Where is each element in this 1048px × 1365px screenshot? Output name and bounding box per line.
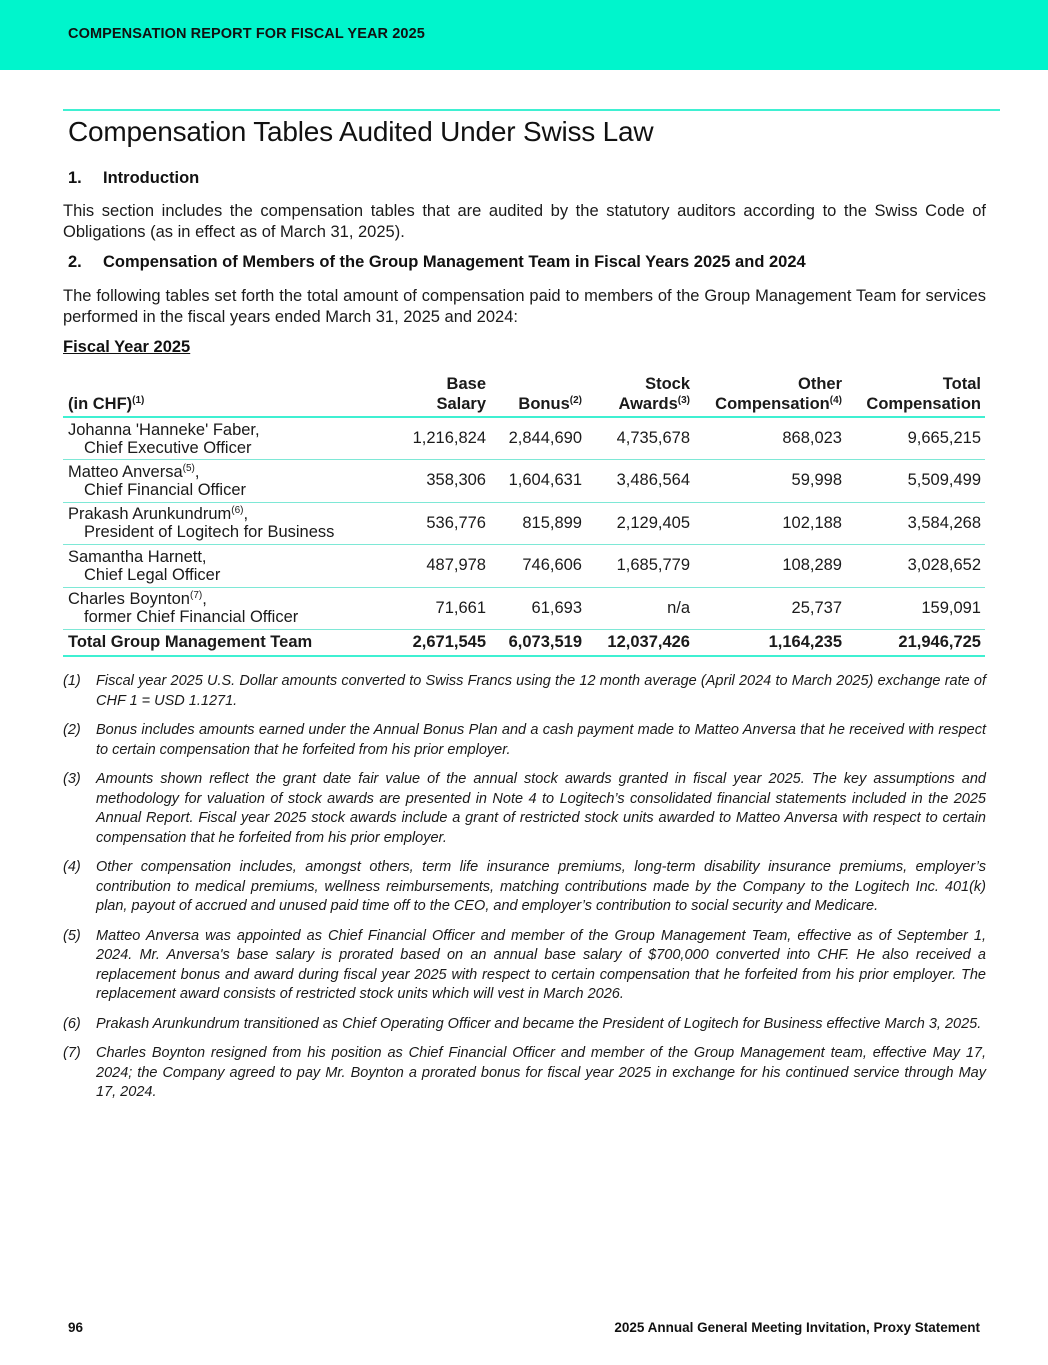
executive-name-cell: Charles Boynton$^{(7)}$, former Chief Financial Officer: [68, 590, 299, 627]
table-row: [63, 502, 985, 545]
bonus-cell: 746,606: [522, 556, 582, 575]
total-base-salary-cell: 2,671,545: [412, 632, 486, 651]
executive-name-cell: Prakash Arunkundrum$^{(6)}$, President of Logitech for Business: [68, 505, 335, 542]
page-number: 96: [68, 1320, 84, 1335]
footnote-text: Bonus includes amounts earned under the Annual Bonus Plan and a cash payment made to Matteo Anversa that he received with respect to certain compensation that he forfeited from his prior employer.: [96, 722, 986, 758]
section-title: Compensation of Members of the Group Management Team in Fiscal Years 2025 and 2024: [103, 253, 806, 271]
header-band: [0, 0, 1048, 70]
table-row: [63, 587, 985, 630]
table-row: [63, 460, 985, 503]
total-stock-awards-cell: 12,037,426: [607, 632, 690, 651]
footnote-number: (1): [63, 673, 81, 689]
total-compensation-cell: 9,665,215: [907, 429, 981, 447]
total-other-compensation-cell: 1,164,235: [768, 632, 842, 651]
column-header-base-salary: Base Salary: [436, 375, 486, 413]
footnote-number: (7): [63, 1045, 81, 1061]
table-total-row: [63, 630, 985, 656]
stock-awards-cell: 1,685,779: [616, 556, 690, 575]
total-compensation-cell: 5,509,499: [907, 471, 981, 490]
grand-total-cell: 21,946,725: [898, 632, 981, 651]
introduction-paragraph: This section includes the compensation tables that are audited by the statutory auditors according to the Swiss Code of Obligations (as in effect as of March 31, 2025).: [63, 202, 986, 241]
footnote-text: Matteo Anversa was appointed as Chief Financial Officer and member of the Group Management Team, effective as of September 1, 2024. Mr. Anversa's base salary is prorated based on an annual base salary of $700,000 converted into CHF. He also received a replacement bonus and award during fiscal year 2025 with respect to certain compensation that he forfeited from his prior employer. The replacement award consists of restricted stock units which will vest in March 2026.: [96, 927, 986, 1002]
base-salary-cell: 487,978: [426, 556, 486, 575]
column-header-other-compensation: Other Compensation$^{(4)}$: [715, 375, 842, 413]
column-header-unit: (in CHF)$^{(1)}$: [68, 394, 145, 413]
stock-awards-cell: 4,735,678: [616, 429, 690, 447]
section-heading-introduction: [68, 169, 199, 188]
footnote: [63, 858, 986, 917]
section-heading-compensation: [68, 253, 806, 272]
bonus-cell: 61,693: [531, 598, 582, 617]
other-compensation-cell: 102,188: [782, 513, 842, 532]
stock-awards-cell: 2,129,405: [616, 513, 690, 532]
other-compensation-cell: 59,998: [791, 471, 842, 490]
other-compensation-cell: 868,023: [782, 429, 842, 447]
title-divider: [63, 109, 1000, 111]
column-header-bonus: Bonus$^{(2)}$: [518, 394, 582, 413]
base-salary-cell: 536,776: [426, 513, 486, 532]
footnote: [63, 770, 986, 848]
total-label-cell: Total Group Management Team: [68, 633, 313, 652]
column-header-total-compensation: Total Compensation: [866, 375, 981, 413]
fiscal-year-label: Fiscal Year 2025: [63, 338, 191, 356]
footnote: [63, 1015, 986, 1035]
table-header-row: [63, 375, 985, 417]
footnote-text: Fiscal year 2025 U.S. Dollar amounts converted to Swiss Francs using the 12 month average (April 2024 to March 2025) exchange rate of CHF 1 = USD 1.1271.: [96, 673, 986, 709]
footnote: [63, 1044, 986, 1103]
stock-awards-cell: n/a: [667, 598, 690, 617]
footnote-text: Charles Boynton resigned from his position as Chief Financial Officer and member of the Group Management team, effective May 17, 2024; the Company agreed to pay Mr. Boynton a prorated bonus for fiscal year 2025 in exchange for his continued service through May 17, 2024.: [96, 1045, 986, 1100]
footnotes: [63, 672, 986, 1113]
base-salary-cell: 71,661: [435, 598, 486, 617]
total-compensation-cell: 3,028,652: [907, 556, 981, 575]
footnote-text: Amounts shown reflect the grant date fair value of the annual stock awards granted in fiscal year 2025. The key assumptions and methodology for valuation of stock awards are presented in Note 4 to Logitech’s consolidated financial statements included in the 2025 Annual Report. Fiscal year 2025 stock awards include a grant of restricted stock units awarded to Matteo Anversa with respect to certain compensation that he forfeited from his prior employer.: [96, 771, 986, 846]
table-row: [63, 545, 985, 588]
footer-document-title: 2025 Annual General Meeting Invitation, Proxy Statement: [614, 1320, 980, 1335]
total-bonus-cell: 6,073,519: [508, 632, 582, 651]
footnote: [63, 672, 986, 711]
bonus-cell: 815,899: [522, 513, 582, 532]
executive-name-cell: Matteo Anversa$^{(5)}$, Chief Financial Officer: [68, 462, 247, 499]
footnote: [63, 927, 986, 1005]
total-compensation-cell: 159,091: [921, 598, 981, 617]
footnote-number: (5): [63, 927, 81, 944]
report-header-title: COMPENSATION REPORT FOR FISCAL YEAR 2025: [68, 26, 425, 42]
footnote-text: Other compensation includes, amongst others, term life insurance premiums, long-term disability insurance premiums, employer’s contribution to medical premiums, wellness reimbursements, matching contributions made by the Company to the Logitech Inc. 401(k) plan, payout of accrued and unused paid time off to the CEO, and employer’s contribution to social security and Medicare.: [96, 859, 986, 914]
other-compensation-cell: 25,737: [791, 598, 842, 617]
page-title: Compensation Tables Audited Under Swiss Law: [68, 116, 654, 147]
executive-name-cell: Johanna 'Hanneke' Faber, Chief Executive Officer: [68, 420, 260, 457]
total-compensation-cell: 3,584,268: [907, 513, 981, 532]
compensation-paragraph: The following tables set forth the total amount of compensation paid to members of the Group Management Team for services performed in the fiscal years ended March 31, 2025 and 2024:: [63, 287, 986, 326]
section-title: Introduction: [103, 169, 200, 187]
table-row: [63, 417, 985, 460]
section-number: 2.: [68, 253, 82, 271]
column-header-stock-awards: Stock Awards$^{(3)}$: [618, 375, 690, 413]
base-salary-cell: 1,216,824: [412, 429, 486, 447]
executive-name-cell: Samantha Harnett, Chief Legal Officer: [68, 547, 221, 584]
bonus-cell: 1,604,631: [508, 471, 582, 490]
stock-awards-cell: 3,486,564: [616, 471, 690, 490]
footnote-number: (3): [63, 771, 81, 787]
other-compensation-cell: 108,289: [782, 556, 842, 575]
section-number: 1.: [68, 169, 82, 187]
footnote-number: (2): [63, 722, 81, 738]
bonus-cell: 2,844,690: [508, 429, 582, 447]
compensation-table: [63, 375, 985, 657]
footnote-number: (4): [63, 859, 81, 875]
base-salary-cell: 358,306: [426, 471, 486, 490]
footnote-text: Prakash Arunkundrum transitioned as Chief Operating Officer and became the President of Logitech for Business effective March 3, 2025.: [96, 1015, 982, 1032]
footnote-number: (6): [63, 1015, 81, 1032]
footnote: [63, 721, 986, 760]
